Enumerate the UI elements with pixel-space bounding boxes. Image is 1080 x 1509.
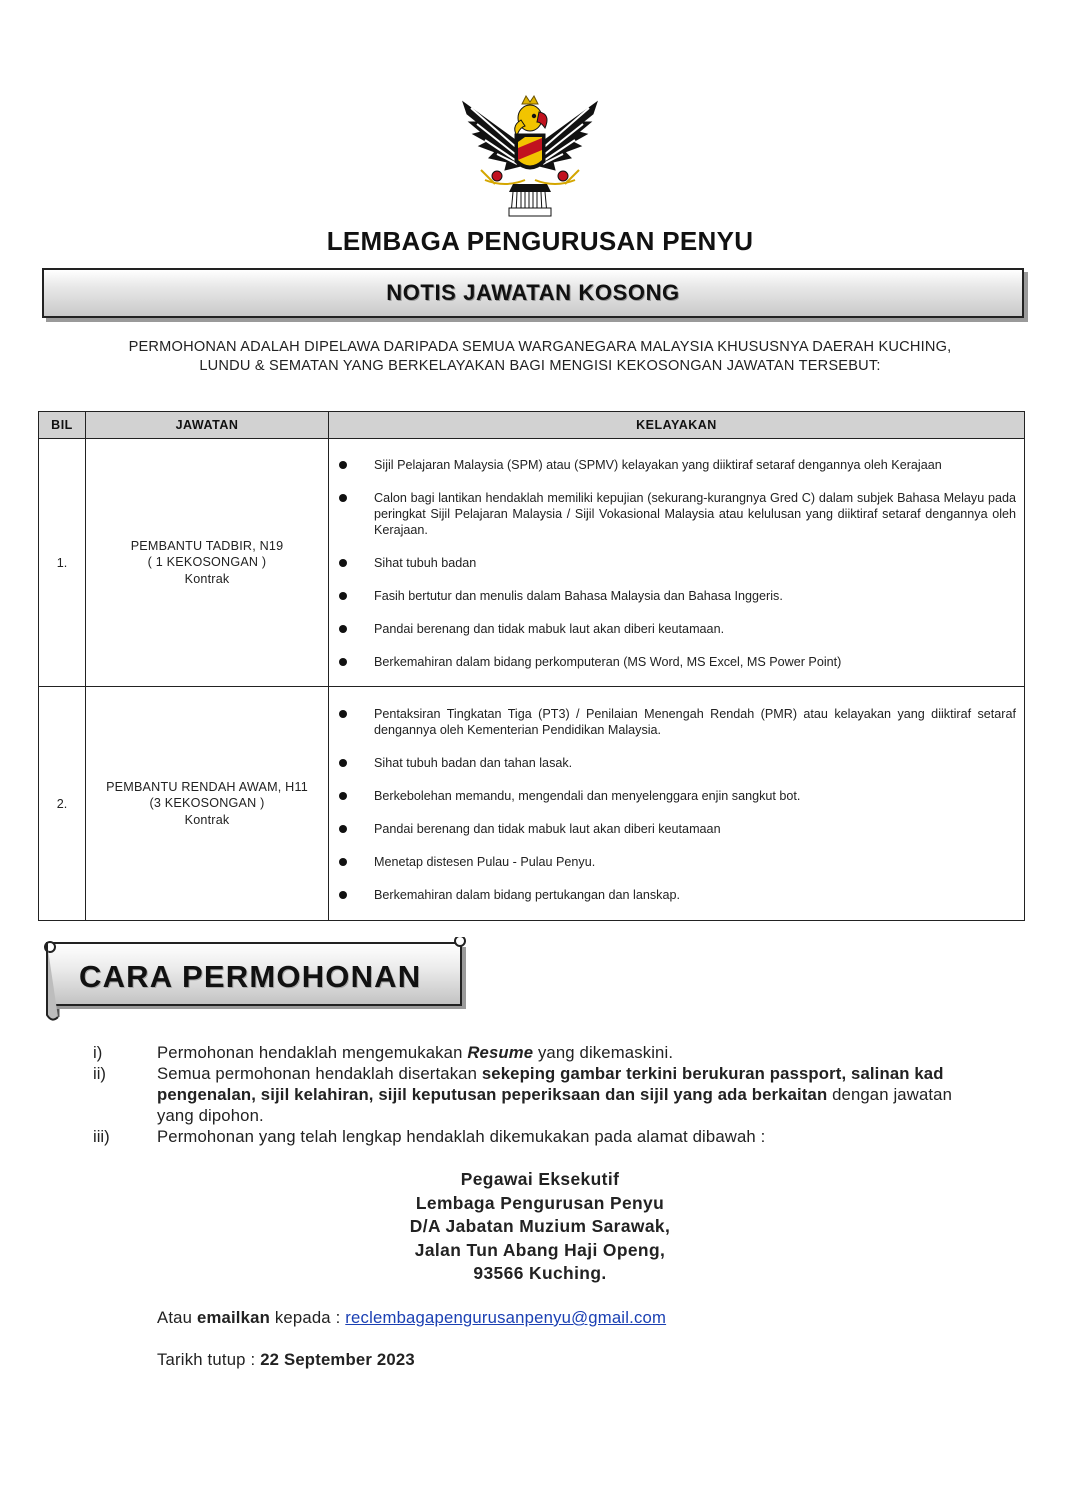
- application-heading-scroll: [42, 937, 472, 1023]
- table-row: [39, 687, 1025, 921]
- header-jawatan: JAWATAN: [86, 412, 329, 439]
- address-line: Pegawai Eksekutif: [460, 1169, 620, 1189]
- step-text: Permohonan hendaklah mengemukakan Resume yang dikemaskini.: [157, 1043, 674, 1062]
- intro-line: PERMOHONAN ADALAH DIPELAWA DARIPADA SEMUA WARGANEGARA MALAYSIA KHUSUSNYA DAERAH KUCHING,: [128, 339, 952, 355]
- email-link[interactable]: reclembagapengurusanpenyu@gmail.com: [345, 1308, 667, 1327]
- list-item: Pandai berenang dan tidak mabuk laut akan diberi keutamaan.: [329, 621, 1016, 637]
- header-bil: BIL: [39, 412, 86, 439]
- step-number: ii): [93, 1064, 106, 1083]
- application-heading: CARA PERMOHONAN: [79, 959, 422, 994]
- step-text: Permohonan yang telah lengkap hendaklah dikemukakan pada alamat dibawah :: [157, 1127, 766, 1146]
- bullet-icon: [339, 658, 347, 666]
- qualification-list: [329, 457, 1016, 670]
- position-title: PEMBANTU TADBIR, N19: [130, 538, 284, 553]
- email-line: Atau emailkan kepada : reclembagapengurusanpenyu@gmail.com: [157, 1308, 667, 1327]
- qualification-list: [329, 706, 1016, 903]
- bullet-icon: [339, 759, 347, 767]
- list-item: [93, 1063, 993, 1126]
- notice-title: NOTIS JAWATAN KOSONG: [386, 280, 680, 305]
- list-item: Sihat tubuh badan: [329, 555, 1016, 571]
- list-item: Sihat tubuh badan dan tahan lasak.: [329, 755, 1016, 771]
- vacancy-count: (3 KEKOSONGAN ): [149, 796, 265, 811]
- bullet-icon: [339, 792, 347, 800]
- employment-type: Kontrak: [184, 812, 230, 827]
- position-cell: [86, 439, 329, 687]
- row-number: 2.: [39, 687, 86, 921]
- organization-title: LEMBAGA PENGURUSAN PENYU: [326, 226, 754, 256]
- list-item: Pentaksiran Tingkatan Tiga (PT3) / Penilaian Menengah Rendah (PMR) atau kelayakan yang diiktiraf setaraf dengannya oleh Kementerian Pendidikan Malaysia.: [329, 706, 1016, 738]
- position-title: PEMBANTU RENDAH AWAM, H11: [106, 779, 308, 794]
- qualifications-cell: [329, 687, 1025, 921]
- step-number: i): [93, 1043, 103, 1062]
- vacancy-count: ( 1 KEKOSONGAN ): [147, 555, 267, 570]
- step-number: iii): [93, 1127, 110, 1146]
- list-item: Menetap distesen Pulau - Pulau Penyu.: [329, 854, 1016, 870]
- list-item: [93, 1126, 993, 1147]
- list-item: Berkemahiran dalam bidang perkomputeran (MS Word, MS Excel, MS Power Point): [329, 654, 1016, 670]
- table-header-row: [39, 412, 1025, 439]
- bullet-icon: [339, 825, 347, 833]
- mailing-address: [0, 1168, 1080, 1286]
- list-item: Berkebolehan memandu, mengendali dan menyelenggara enjin sangkut bot.: [329, 788, 1016, 804]
- bullet-icon: [339, 891, 347, 899]
- bullet-icon: [339, 592, 347, 600]
- sarawak-coat-of-arms-icon: [455, 92, 605, 222]
- closing-date-label: Tarikh tutup :: [157, 1350, 261, 1369]
- step-text: Semua permohonan hendaklah disertakan sekeping gambar terkini berukuran passport, salinan kad pengenalan, sijil kelahiran, sijil keputusan peperiksaan dan sijil yang ada berkaitan dengan jawatan yang dipohon.: [157, 1064, 953, 1125]
- closing-date: 22 September 2023: [260, 1350, 415, 1369]
- position-cell: [86, 687, 329, 921]
- bullet-icon: [339, 858, 347, 866]
- bullet-icon: [339, 625, 347, 633]
- application-steps: [93, 1042, 993, 1147]
- list-item: Sijil Pelajaran Malaysia (SPM) atau (SPMV) kelayakan yang diiktiraf setaraf dengannya oleh Kerajaan: [329, 457, 1016, 473]
- intro-line: LUNDU & SEMATAN YANG BERKELAYAKAN BAGI MENGISI KEKOSONGAN JAWATAN TERSEBUT:: [199, 358, 881, 374]
- row-number: 1.: [39, 439, 86, 687]
- intro-text: [60, 338, 1020, 376]
- employment-type: Kontrak: [184, 571, 230, 586]
- list-item: Fasih bertutur dan menulis dalam Bahasa Malaysia dan Bahasa Inggeris.: [329, 588, 1016, 604]
- bullet-icon: [339, 461, 347, 469]
- bullet-icon: [339, 494, 347, 502]
- list-item: Berkemahiran dalam bidang pertukangan dan lanskap.: [329, 887, 1016, 903]
- closing-date-line: [157, 1350, 415, 1370]
- address-line: D/A Jabatan Muzium Sarawak,: [409, 1216, 671, 1237]
- address-line: Jalan Tun Abang Haji Openg,: [414, 1239, 666, 1260]
- qualifications-cell: [329, 439, 1025, 687]
- table-row: [39, 439, 1025, 687]
- bullet-icon: [339, 559, 347, 567]
- bullet-icon: [339, 710, 347, 718]
- list-item: Calon bagi lantikan hendaklah memiliki kepujian (sekurang-kurangnya Gred C) dalam subjek Bahasa Melayu pada peringkat Sijil Pelajaran Malaysia / Sijil Vokasional Malaysia atau kelulusan yang diiktiraf setaraf dengannya oleh Kerajaan.: [329, 490, 1016, 538]
- list-item: Pandai berenang dan tidak mabuk laut akan diberi keutamaan: [329, 821, 1016, 837]
- notice-banner: [42, 268, 1024, 318]
- header-kelayakan: KELAYAKAN: [329, 412, 1025, 439]
- address-line: 93566 Kuching.: [473, 1263, 607, 1284]
- vacancy-table: [38, 411, 1025, 921]
- list-item: [93, 1042, 993, 1063]
- address-line: Lembaga Pengurusan Penyu: [415, 1192, 665, 1213]
